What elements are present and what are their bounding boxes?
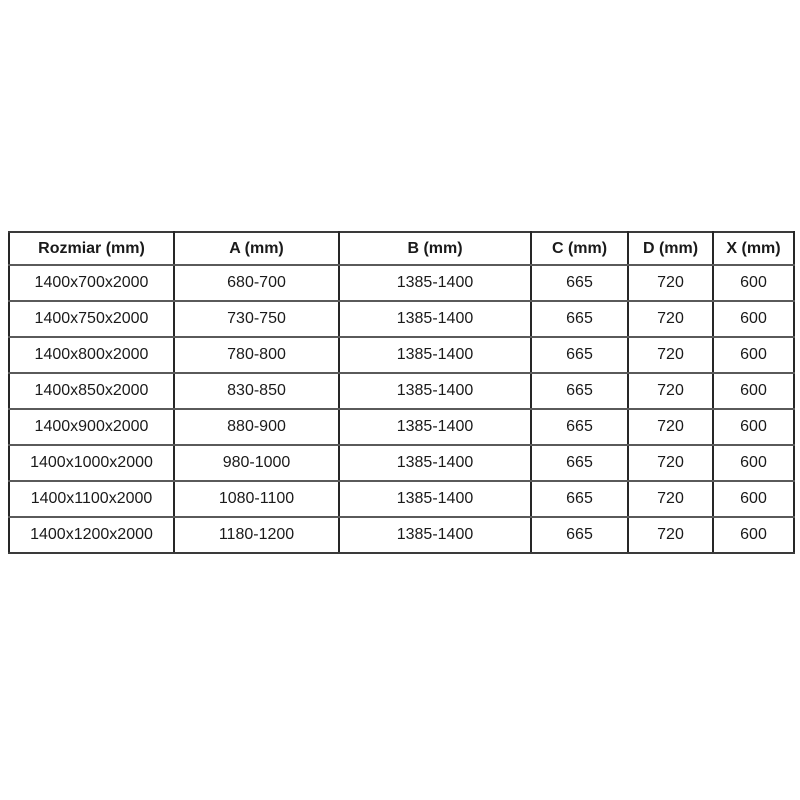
table-cell: 1080-1100	[174, 481, 339, 517]
table-cell: 720	[628, 301, 713, 337]
table-cell: 730-750	[174, 301, 339, 337]
table-cell: 665	[531, 517, 628, 553]
table-cell: 720	[628, 265, 713, 301]
table-header-row	[9, 232, 794, 265]
table-cell: 1385-1400	[339, 445, 531, 481]
table-row	[9, 517, 794, 553]
table-cell: 600	[713, 265, 794, 301]
table-cell: 720	[628, 517, 713, 553]
table-header-cell: A (mm)	[174, 232, 339, 265]
table-cell: 680-700	[174, 265, 339, 301]
table-cell: 1400x1000x2000	[9, 445, 174, 481]
table-cell: 1400x1100x2000	[9, 481, 174, 517]
table-cell: 1385-1400	[339, 517, 531, 553]
table-cell: 1385-1400	[339, 265, 531, 301]
table-cell: 1385-1400	[339, 409, 531, 445]
table-cell: 665	[531, 481, 628, 517]
table-cell: 1385-1400	[339, 337, 531, 373]
table-cell: 600	[713, 337, 794, 373]
table-cell: 1400x800x2000	[9, 337, 174, 373]
table-cell: 720	[628, 445, 713, 481]
table-body	[9, 265, 794, 553]
table-cell: 600	[713, 301, 794, 337]
table-cell: 720	[628, 373, 713, 409]
table-cell: 1385-1400	[339, 373, 531, 409]
table-cell: 1385-1400	[339, 301, 531, 337]
table-row	[9, 301, 794, 337]
table-row	[9, 265, 794, 301]
table-cell: 1400x900x2000	[9, 409, 174, 445]
table-header-cell: C (mm)	[531, 232, 628, 265]
table-cell: 780-800	[174, 337, 339, 373]
table-header-cell: D (mm)	[628, 232, 713, 265]
table-row	[9, 337, 794, 373]
table-cell: 600	[713, 373, 794, 409]
table-header-cell: X (mm)	[713, 232, 794, 265]
table-cell: 830-850	[174, 373, 339, 409]
table-row	[9, 481, 794, 517]
table-cell: 720	[628, 481, 713, 517]
table-cell: 665	[531, 409, 628, 445]
table-cell: 880-900	[174, 409, 339, 445]
table-header-cell: Rozmiar (mm)	[9, 232, 174, 265]
table-cell: 980-1000	[174, 445, 339, 481]
table-cell: 600	[713, 409, 794, 445]
table-cell: 720	[628, 337, 713, 373]
table-row	[9, 409, 794, 445]
table-cell: 600	[713, 445, 794, 481]
table-cell: 665	[531, 445, 628, 481]
table-cell: 1400x700x2000	[9, 265, 174, 301]
table-head	[9, 232, 794, 265]
size-spec-table	[8, 231, 795, 554]
table-cell: 1180-1200	[174, 517, 339, 553]
table-cell: 600	[713, 517, 794, 553]
table-cell: 1400x850x2000	[9, 373, 174, 409]
table-cell: 665	[531, 373, 628, 409]
table-cell: 1400x750x2000	[9, 301, 174, 337]
table-cell: 665	[531, 301, 628, 337]
table-header-cell: B (mm)	[339, 232, 531, 265]
table-cell: 1385-1400	[339, 481, 531, 517]
table-cell: 665	[531, 337, 628, 373]
table-row	[9, 445, 794, 481]
table-cell: 720	[628, 409, 713, 445]
table-cell: 665	[531, 265, 628, 301]
table-row	[9, 373, 794, 409]
table-cell: 1400x1200x2000	[9, 517, 174, 553]
table-cell: 600	[713, 481, 794, 517]
